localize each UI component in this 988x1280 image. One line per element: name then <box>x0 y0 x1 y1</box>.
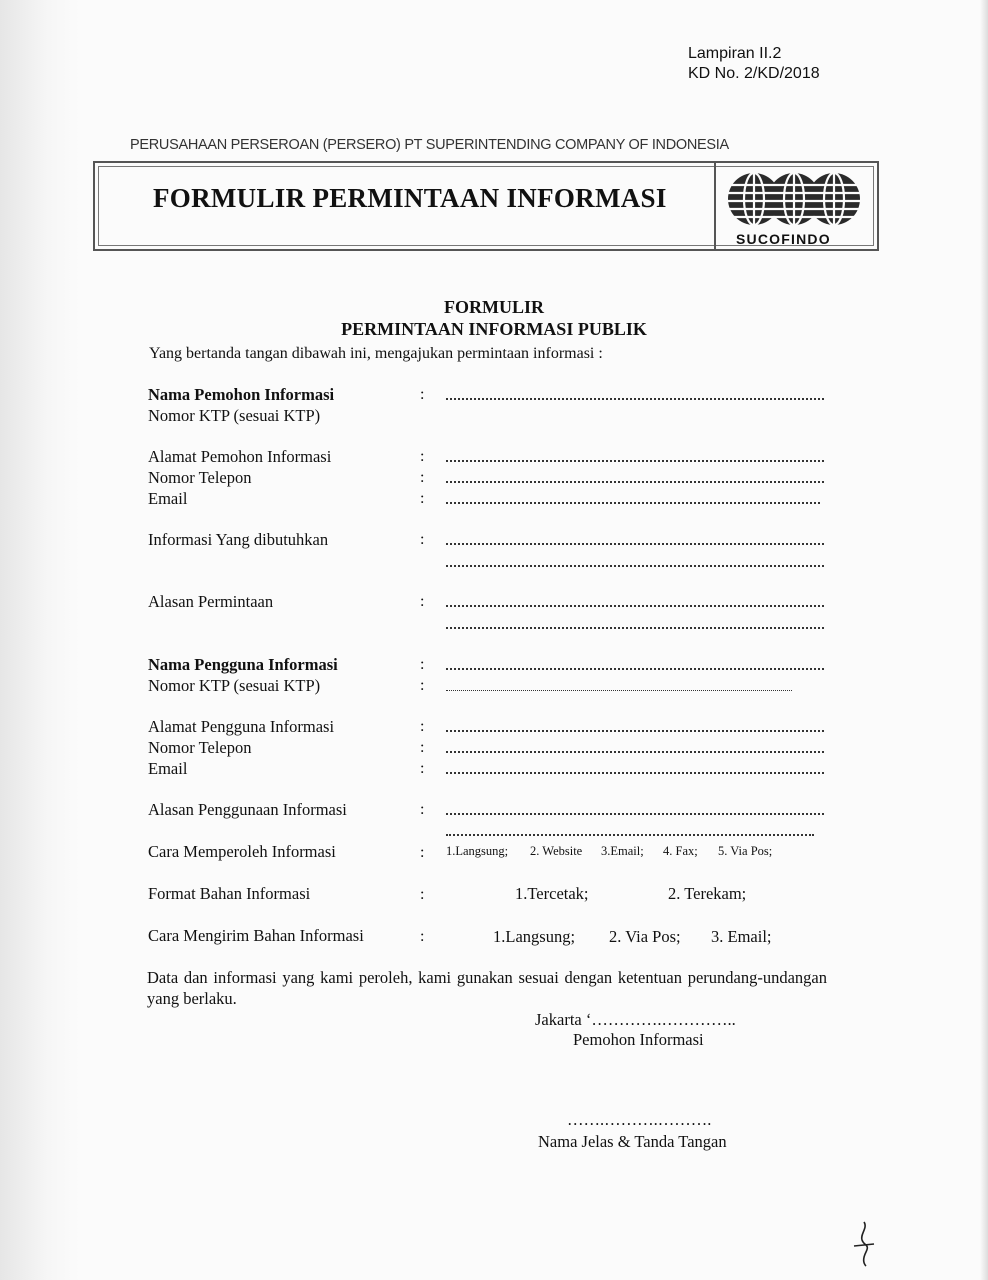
option-memperoleh-website[interactable]: 2. Website <box>530 844 583 858</box>
option-kirim-email[interactable]: 3. Email; <box>711 927 772 946</box>
colon: : <box>420 718 425 735</box>
signature-place-date: Jakarta ‘………….………….. <box>535 1010 736 1029</box>
colon: : <box>420 448 425 465</box>
signature-dots: …….……….………. <box>567 1110 712 1129</box>
label-alasan-penggunaan: Alasan Penggunaan Informasi <box>148 800 347 819</box>
colon: : <box>420 801 425 818</box>
field-alasan-line-2[interactable] <box>446 625 824 629</box>
colon: : <box>420 677 425 694</box>
disclaimer-text: Data dan informasi yang kami peroleh, kami gunakan sesuai dengan ketentuan perundang-undangan yang berlaku. <box>147 968 827 1008</box>
field-alamat-pemohon[interactable] <box>446 458 824 462</box>
colon: : <box>420 844 425 861</box>
header-title: FORMULIR PERMINTAAN INFORMASI <box>153 183 667 213</box>
form-title-line-2: PERMINTAAN INFORMASI PUBLIK <box>341 319 647 339</box>
label-format-bahan: Format Bahan Informasi <box>148 884 311 903</box>
option-format-terekam[interactable]: 2. Terekam; <box>668 884 747 903</box>
page-shadow-left <box>0 0 80 1280</box>
option-kirim-pos[interactable]: 2. Via Pos; <box>609 927 681 946</box>
label-alasan: Alasan Permintaan <box>148 592 274 611</box>
company-name: PERUSAHAAN PERSEROAN (PERSERO) PT SUPERINTENDING COMPANY OF INDONESIA <box>130 137 729 153</box>
option-format-tercetak[interactable]: 1.Tercetak; <box>515 884 589 903</box>
label-ktp-pemohon: Nomor KTP (sesuai KTP) <box>148 406 321 425</box>
colon: : <box>420 490 425 507</box>
signature-role: Pemohon Informasi <box>573 1030 704 1049</box>
option-memperoleh-email[interactable]: 3.Email; <box>601 844 644 858</box>
label-informasi: Informasi Yang dibutuhkan <box>148 530 329 549</box>
label-telp-pengguna: Nomor Telepon <box>148 738 252 757</box>
field-informasi-line-1[interactable] <box>446 541 824 545</box>
colon: : <box>420 656 425 673</box>
option-memperoleh-pos[interactable]: 5. Via Pos; <box>718 844 773 858</box>
form-title-line-1: FORMULIR <box>444 297 544 317</box>
label-alamat-pemohon: Alamat Pemohon Informasi <box>148 447 332 466</box>
label-nama-pemohon: Nama Pemohon Informasi <box>148 385 335 404</box>
label-email-pemohon: Email <box>148 489 188 508</box>
globe-icon <box>726 169 862 229</box>
label-cara-memperoleh: Cara Memperoleh Informasi <box>148 842 336 861</box>
label-ktp-pengguna: Nomor KTP (sesuai KTP) <box>148 676 321 695</box>
header-box <box>93 161 879 251</box>
field-ktp-pengguna[interactable] <box>446 688 792 691</box>
colon: : <box>420 760 425 777</box>
colon: : <box>420 739 425 756</box>
page-shadow-right <box>980 0 988 1280</box>
label-alamat-pengguna: Alamat Pengguna Informasi <box>148 717 335 736</box>
option-memperoleh-langsung[interactable]: 1.Langsung; <box>446 844 509 858</box>
label-email-pengguna: Email <box>148 759 188 778</box>
colon: : <box>420 386 425 403</box>
lampiran-reference <box>688 44 820 84</box>
field-alasan-line-1[interactable] <box>446 603 824 607</box>
lampiran-line-1: Lampiran II.2 <box>688 45 782 62</box>
field-telp-pemohon[interactable] <box>446 479 824 483</box>
colon: : <box>420 469 425 486</box>
colon: : <box>420 531 425 548</box>
option-kirim-langsung[interactable]: 1.Langsung; <box>493 927 576 946</box>
header-divider <box>714 163 716 249</box>
sucofindo-logo <box>726 169 862 245</box>
colon: : <box>420 593 425 610</box>
label-cara-mengirim: Cara Mengirim Bahan Informasi <box>148 926 364 945</box>
colon: : <box>420 928 425 945</box>
colon: : <box>420 886 425 903</box>
field-informasi-line-2[interactable] <box>446 563 824 567</box>
field-alamat-pengguna[interactable] <box>446 728 824 732</box>
field-nama-pemohon[interactable] <box>446 396 824 400</box>
field-alasan-penggunaan-line-2[interactable] <box>446 832 814 836</box>
option-memperoleh-fax[interactable]: 4. Fax; <box>663 844 698 858</box>
field-email-pengguna[interactable] <box>446 770 824 774</box>
field-telp-pengguna[interactable] <box>446 749 824 753</box>
intro-text: Yang bertanda tangan dibawah ini, mengajukan permintaan informasi : <box>149 345 603 362</box>
field-email-pemohon[interactable] <box>446 500 820 504</box>
label-nama-pengguna: Nama Pengguna Informasi <box>148 655 338 674</box>
lampiran-line-2: KD No. 2/KD/2018 <box>688 65 820 82</box>
logo-text: SUCOFINDO <box>736 231 831 247</box>
signature-name-label: Nama Jelas & Tanda Tangan <box>538 1132 727 1151</box>
label-telp-pemohon: Nomor Telepon <box>148 468 252 487</box>
field-alasan-penggunaan-line-1[interactable] <box>446 811 824 815</box>
handwritten-initial <box>850 1218 880 1268</box>
field-nama-pengguna[interactable] <box>446 666 824 670</box>
